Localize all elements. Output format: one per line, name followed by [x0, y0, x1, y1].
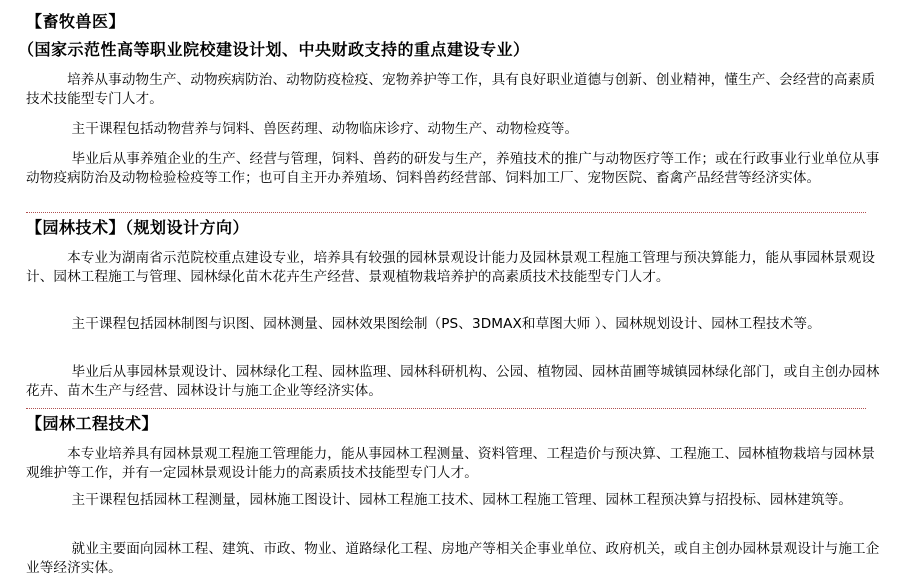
section-subtitle-animal-husbandry: （国家示范性高等职业院校建设计划、中央财政支持的重点建设专业） — [18, 40, 530, 59]
section-divider — [26, 408, 866, 409]
paragraph-training-goal: 培养从事动物生产、动物疾病防治、动物防疫检疫、宠物养护等工作，具有良好职业道德与创新、创业精神，懂生产、会经营的高素质技术技能型专门人才。 — [26, 72, 876, 107]
paragraph-employment: 毕业后从事养殖企业的生产、经营与管理，饲料、兽药的研发与生产，养殖技术的推广与动物医疗等工作；或在行政事业行业单位从事动物疫病防治及动物检验检疫等工作；也可自主开办养殖场、饲料兽药经营部、饲料加工厂、宠物医院、畜禽产品经营等经济实体。 — [26, 151, 880, 186]
paragraph-main-courses: 主干课程包括园林工程测量，园林施工图设计、园林工程施工技术、园林工程施工管理、园林工程预决算与招投标、园林建筑等。 — [26, 492, 853, 508]
paragraph-training-goal: 本专业培养具有园林景观工程施工管理能力，能从事园林工程测量、资料管理、工程造价与预决算、工程施工、园林植物栽培与园林景观维护等工作，并有一定园林景观设计能力的高素质技术技能型专门人才。 — [26, 446, 876, 481]
paragraph-main-courses: 主干课程包括园林制图与识图、园林测量、园林效果图绘制（PS、3DMAX和草图大师 ）、园林规划设计、园林工程技术等。 — [26, 316, 821, 332]
section-title-landscape-engineering: 【园林工程技术】 — [26, 414, 159, 433]
section-divider — [26, 212, 866, 213]
section-title-landscape-technology: 【园林技术】（规划设计方向） — [26, 218, 250, 237]
paragraph-employment: 毕业后从事园林景观设计、园林绿化工程、园林监理、园林科研机构、公园、植物园、园林苗圃等城镇园林绿化部门，或自主创办园林花卉、苗木生产与经营、园林设计与施工企业等经济实体。 — [26, 364, 880, 399]
section-title-animal-husbandry: 【畜牧兽医】 — [26, 12, 126, 31]
paragraph-main-courses: 主干课程包括动物营养与饲料、兽医药理、动物临床诊疗、动物生产、动物检疫等。 — [26, 121, 579, 137]
paragraph-employment: 就业主要面向园林工程、建筑、市政、物业、道路绿化工程、房地产等相关企事业单位、政府机关，或自主创办园林景观设计与施工企业等经济实体。 — [26, 541, 880, 576]
paragraph-training-goal: 本专业为湖南省示范院校重点建设专业，培养具有较强的园林景观设计能力及园林景观工程施工管理与预决算能力，能从事园林景观设计、园林工程施工与管理、园林绿化苗木花卉生产经营、景观植物栽培养护的高素质技术技能型专门人才。 — [26, 250, 876, 285]
